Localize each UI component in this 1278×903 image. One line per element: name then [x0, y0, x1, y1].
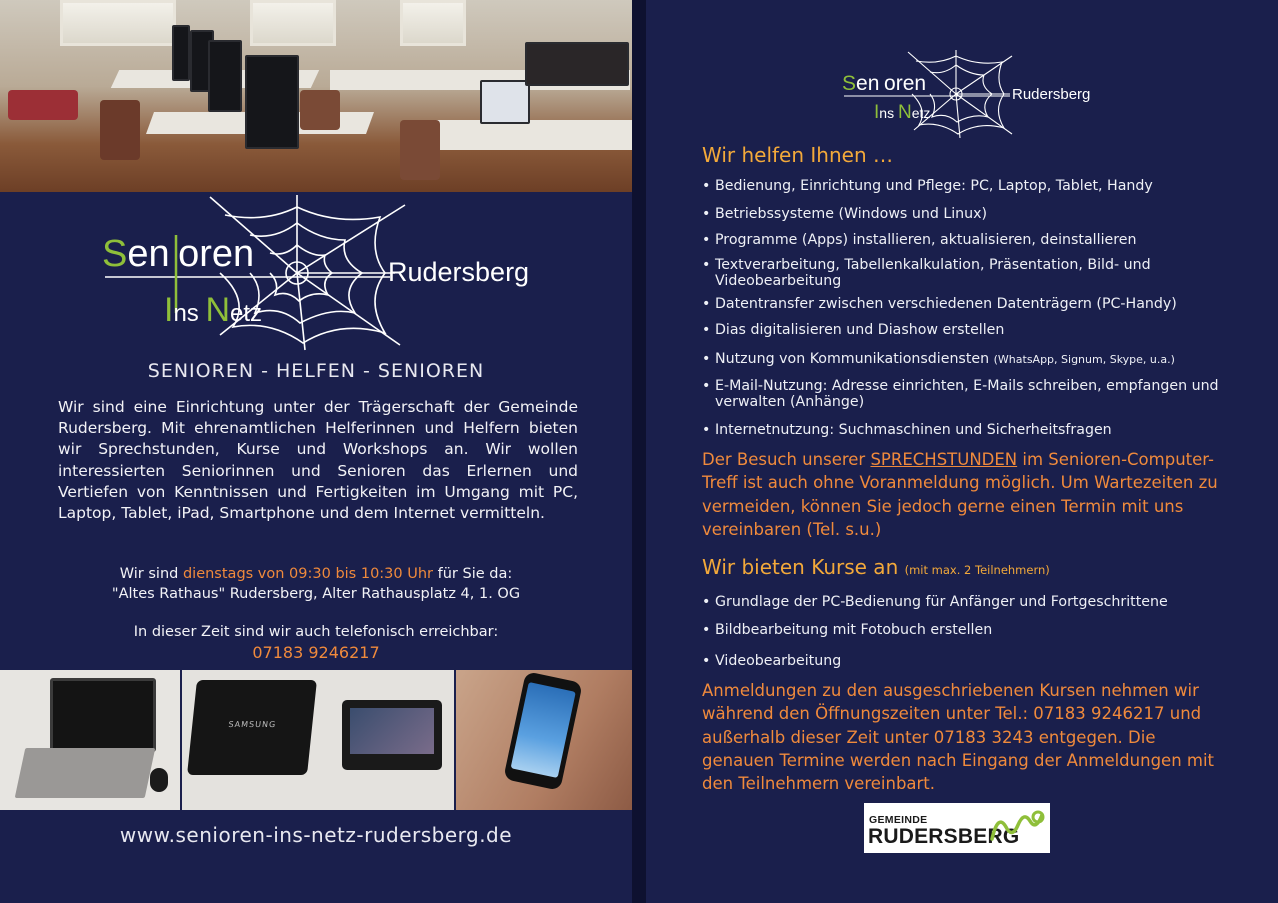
- desk: [420, 120, 632, 150]
- window: [400, 0, 466, 46]
- smartphone-photo: [456, 670, 632, 810]
- list-item: • E-Mail-Nutzung: Adresse einrichten, E-Mails schreiben, empfangen und verwalten (Anhänge): [702, 378, 1255, 410]
- smartphone: [503, 671, 583, 791]
- list-item: • Internetnutzung: Suchmaschinen und Sicherheitsfragen: [702, 422, 1255, 438]
- logo-line-1: Sen oren: [102, 233, 255, 275]
- list-item: • Datentransfer zwischen verschiedenen Datenträgern (PC-Handy): [702, 296, 1255, 312]
- logo-small: [842, 50, 1102, 140]
- laptop: [480, 80, 530, 124]
- chair: [400, 120, 440, 180]
- wave-logo-icon: [988, 805, 1048, 845]
- logo-small-place: Rudersberg: [1012, 86, 1091, 103]
- monitor: [245, 55, 299, 149]
- list-item: • Grundlage der PC-Bedienung für Anfänger und Fortgeschrittene: [702, 594, 1255, 610]
- list-item: • Betriebssysteme (Windows und Linux): [702, 206, 1255, 222]
- phone-info: In dieser Zeit sind wir auch telefonisch erreichbar: 07183 9246217: [133, 624, 499, 662]
- tagline: SENIOREN - HELFEN - SENIOREN: [147, 360, 485, 382]
- tablet-screen: [350, 708, 434, 754]
- consultation-info: Der Besuch unserer SPRECHSTUNDEN im Senioren-Computer-Treff ist auch ohne Voranmeldung möglich. Um Wartezeiten zu vermeiden, können Sie jedoch gerne einen Termin mit uns vereinbaren (Tel. s.u.): [702, 450, 1218, 539]
- mouse-icon: [150, 768, 168, 792]
- chair: [300, 90, 340, 130]
- smartphone-screen: [511, 682, 576, 778]
- consultation-link[interactable]: SPRECHSTUNDEN: [870, 450, 1018, 469]
- right-panel: [646, 0, 1278, 903]
- phone-number: 07183 9246217: [252, 642, 380, 662]
- tablet-photo: [182, 670, 454, 810]
- municipality-logo: GEMEINDE RUDERSBERG: [864, 803, 1050, 853]
- printer: [525, 42, 629, 86]
- left-panel: [0, 0, 632, 903]
- chair: [100, 100, 140, 160]
- logo: [100, 195, 540, 355]
- logo-line-2: Ins Netz: [164, 291, 263, 329]
- intro-text: Wir sind eine Einrichtung unter der Trägerschaft der Gemeinde Rudersberg. Mit ehrenamtlichen Helferinnen und Helfern bieten wir Sprechstunden, Kurse und Workshops an. Wir wollen interessierten Seniorinnen und Senioren das Erlernen und Vertiefen von Kenntnissen und Fertigkeiten im Umgang mit PC, Laptop, Tablet, iPad, Smartphone und dem Internet vermitteln.: [58, 398, 578, 523]
- monitor: [208, 40, 242, 112]
- opening-hours: Wir sind dienstags von 09:30 bis 10:30 Uhr für Sie da: "Altes Rathaus" Rudersberg, Alter Rathausplatz 4, 1. OG: [111, 566, 521, 602]
- window: [60, 0, 176, 46]
- list-item: • Dias digitalisieren und Diashow erstellen: [702, 322, 1255, 338]
- logo-small-line-1: Sen oren: [842, 72, 927, 95]
- list-item: • Videobearbeitung: [702, 653, 1255, 669]
- chair: [8, 90, 78, 120]
- help-heading: Wir helfen Ihnen …: [702, 143, 893, 167]
- list-item: • Textverarbeitung, Tabellenkalkulation, Präsentation, Bild- und Videobearbeitung: [702, 257, 1255, 289]
- monitor: [172, 25, 190, 81]
- courses-heading: Wir bieten Kurse an (mit max. 2 Teilnehmern): [702, 555, 1050, 579]
- website-link[interactable]: www.senioren-ins-netz-rudersberg.de: [119, 823, 513, 847]
- registration-info: Anmeldungen zu den ausgeschriebenen Kursen nehmen wir während den Öffnungszeiten unter Tel.: 07183 9246217 und außerhalb dieser Zeit unter 07183 3243 entgegen. Die genauen Termine werden nach Eingang der Anmeldungen mit den Teilnehmern vereinbart.: [702, 681, 1215, 794]
- list-item: • Programme (Apps) installieren, aktualisieren, deinstallieren: [702, 232, 1255, 248]
- list-item: • Bedienung, Einrichtung und Pflege: PC, Laptop, Tablet, Handy: [702, 178, 1255, 194]
- list-item: • Bildbearbeitung mit Fotobuch erstellen: [702, 622, 1255, 638]
- classroom-photo: [0, 0, 632, 192]
- laptop-keyboard: [15, 748, 156, 798]
- tablet-small: [342, 700, 442, 770]
- logo-small-line-2: Ins Netz: [874, 102, 931, 123]
- list-item: • Nutzung von Kommunikationsdiensten (WhatsApp, Signum, Skype, u.a.): [702, 351, 1255, 368]
- panel-divider: [632, 0, 646, 903]
- devices-photo: [0, 670, 632, 810]
- laptop-screen: [50, 678, 156, 752]
- tablet-large: SAMSUNG: [187, 680, 317, 775]
- logo-place: Rudersberg: [388, 257, 530, 287]
- address: "Altes Rathaus" Rudersberg, Alter Rathausplatz 4, 1. OG: [111, 585, 521, 602]
- laptop-photo: [0, 670, 180, 810]
- window: [250, 0, 336, 46]
